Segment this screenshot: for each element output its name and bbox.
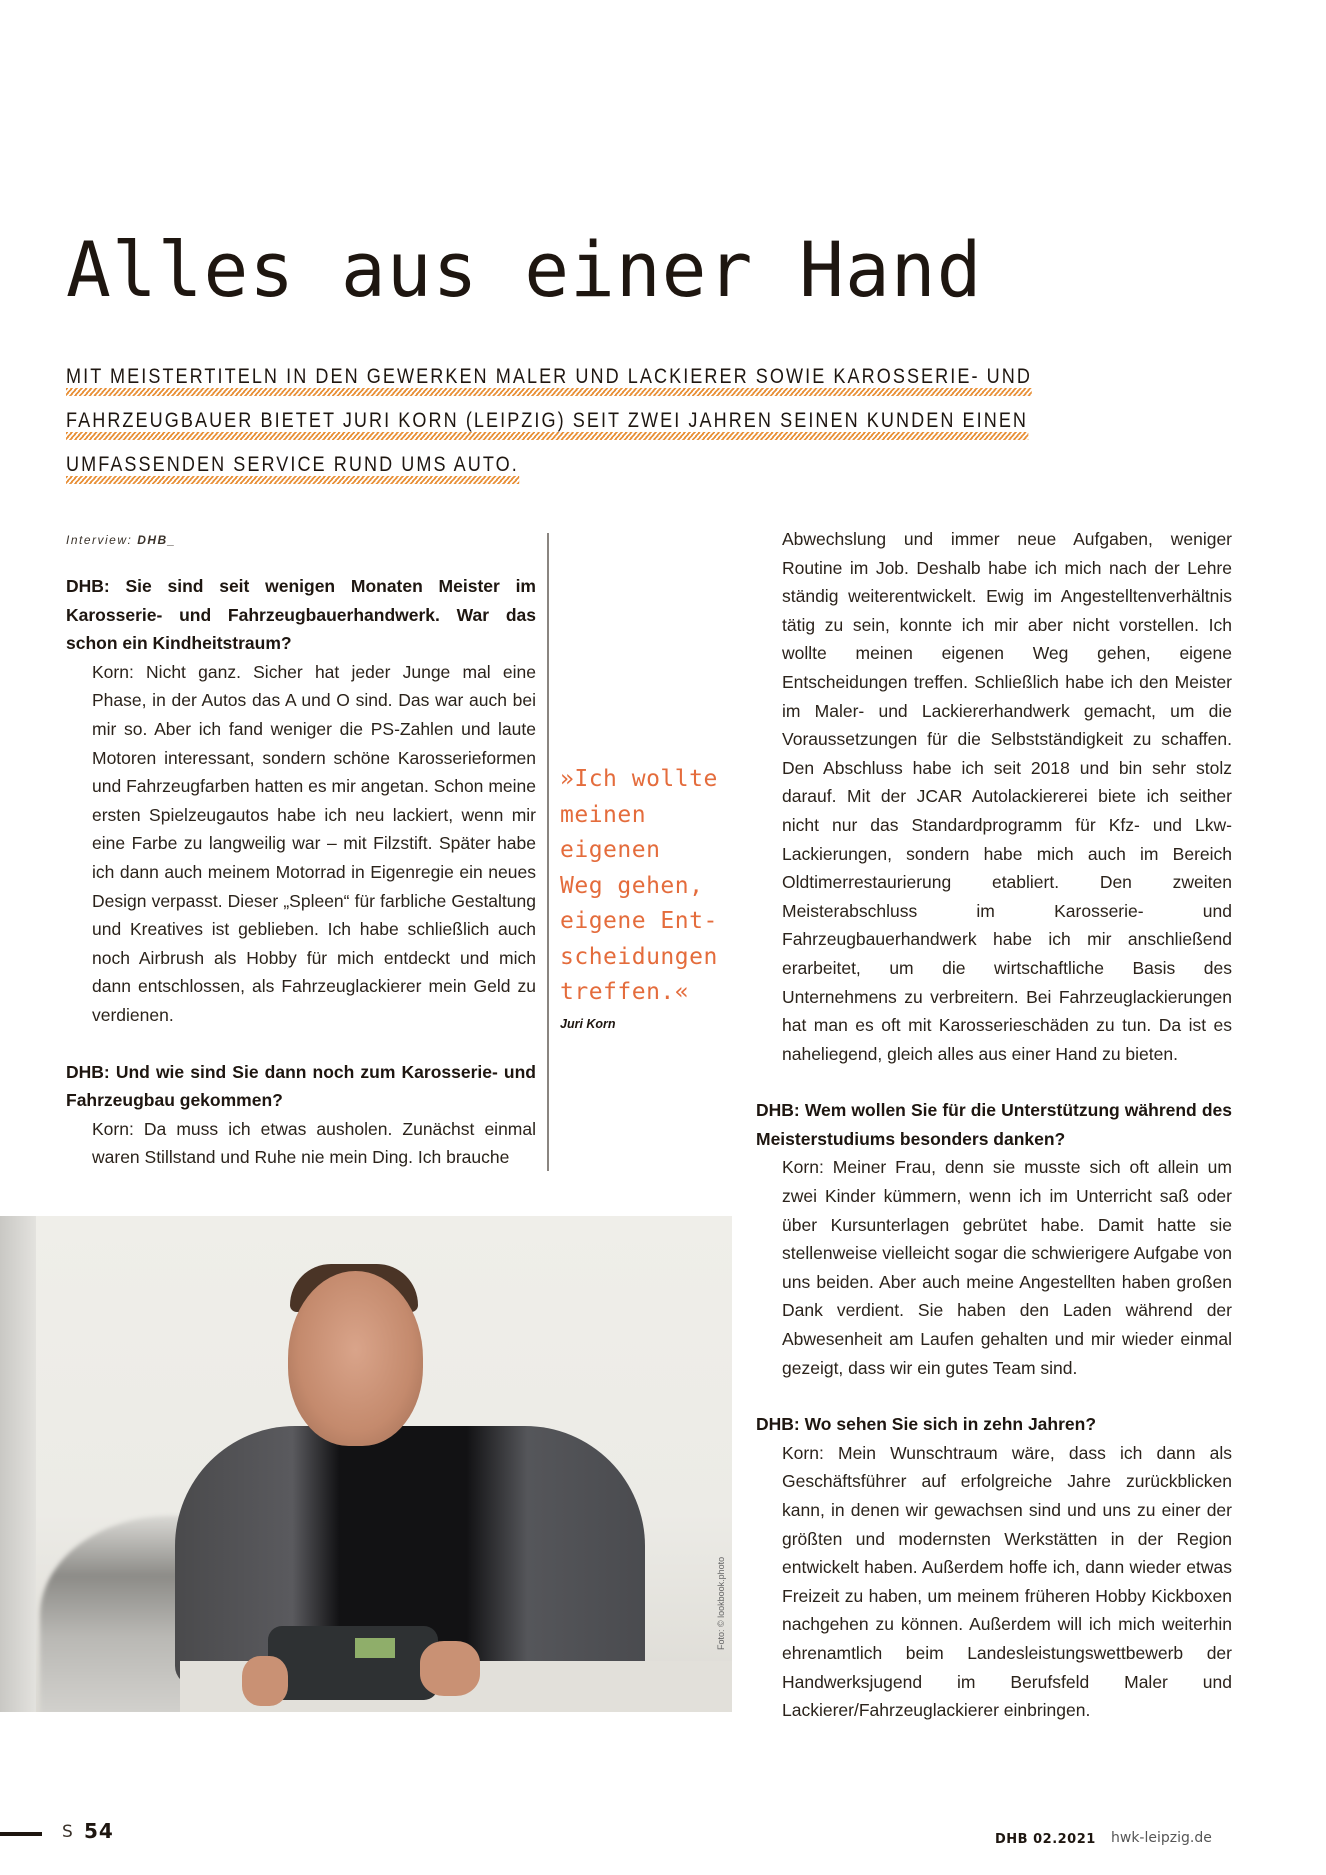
footer-rule — [0, 1832, 42, 1836]
question-3: DHB: Wem wollen Sie für die Unterstützung während des Meisterstudiums besonders danken? — [756, 1100, 1232, 1149]
answer-3: Korn: Meiner Frau, denn sie musste sich oft allein um zwei Kinder kümmern, wenn ich im Unterricht saß oder über Kursunterlagen gebrütet habe. Damit hatte sie stellenweise vielleicht sogar die schwierigere Aufgabe von uns beiden. Aber auch meine Angestellten haben großen Dank verdient. Sie haben den Laden während der Abwesenheit am Laufen gehalten und mir wieder einmal gezeigt, dass wir ein gutes Team sind. — [782, 1157, 1232, 1378]
measuring-device — [268, 1626, 438, 1700]
byline-label: Interview: — [66, 533, 138, 547]
answer-4: Korn: Mein Wunschtraum wäre, dass ich dann als Geschäftsführer auf erfolgreiche Jahre zurückblicken kann, in denen wir gewachsen sind und uns zu einer der größten und modernsten Werkstätten in der Region entwickelt haben. Außerdem hoffe ich, dann wieder etwas Freizeit zu haben, um meinem früheren Hobby Kickboxen nachgehen zu können. Außerdem will ich mich weiterhin ehrenamtlich beim Landesleistungswettbewerb der Handwerksjugend im Berufsfeld Maler und Lackierer/Fahrzeuglackierer einbringen. — [782, 1442, 1232, 1721]
pull-quote — [560, 762, 740, 1011]
lead-line: MIT MEISTERTITELN IN DEN GEWERKEN MALER UND LACKIERER SOWIE KAROSSERIE- UND — [66, 360, 1032, 404]
pull-quote-line: eigenen — [560, 837, 661, 863]
question-2: DHB: Und wie sind Sie dann noch zum Karosserie- und Fahrzeugbau gekommen? — [66, 1061, 536, 1111]
page-number: 54 — [84, 1819, 114, 1843]
answer-2-part-1: Korn: Da muss ich etwas ausholen. Zunächst einmal waren Stillstand und Ruhe nie mein Ding. Ich brauche — [92, 1118, 536, 1168]
lead-line: FAHRZEUGBAUER BIETET JURI KORN (LEIPZIG) SEIT ZWEI JAHREN SEINEN KUNDEN EINEN — [66, 404, 1028, 448]
portrait-photo — [0, 1216, 732, 1712]
answer-1: Korn: Nicht ganz. Sicher hat jeder Junge mal eine Phase, in der Autos das A und O sind. Das war auch bei mir so. Aber ich fand weniger die PS-Zahlen und laute Motoren interessant, sondern schöne Karosserieformen und Fahrzeugfarben hatten es mir angetan. Schon meine ersten Spielzeugautos habe ich neu lackiert, wenn mir eine Farbe zu langweilig war – mit Filzstift. Später habe ich dann auch meinem Motorrad in Eigenregie ein neues Design verpasst. Dieser „Spleen“ für farbliche Gestaltung und Kreatives ist geblieben. Ich habe schließlich auch noch Airbrush als Hobby für mich entdeckt und mich dann entschlossen, als Fahrzeuglackierer mein Geld zu verdienen. — [92, 661, 536, 1025]
question-1: DHB: Sie sind seit wenigen Monaten Meister im Karosserie- und Fahrzeugbauerhandwerk. War das schon ein Kindheitstraum? — [66, 576, 536, 654]
pull-quote-line: Weg gehen, — [560, 872, 704, 899]
answer-2-part-2: Abwechslung und immer neue Aufgaben, weniger Routine im Job. Deshalb habe ich mich nach der Lehre ständig weiterentwickelt. Ewig im Angestelltenverhältnis tätig zu sein, konnte ich mir aber nicht vorstellen. Ich wollte meinen eigenen Weg gehen, eigene Entscheidungen treffen. Schließlich habe ich den Meister im Maler- und Lackiererhandwerk gemacht, um die Voraussetzungen für die Selbstständigkeit zu schaffen. Den Abschluss habe ich seit 2018 und bin sehr stolz darauf. Mit der JCAR Autolackiererei biete ich seither nicht nur das Standardprogramm für Kfz- und Lkw-Lackierungen, sondern habe mich auch im Bereich Oldtimerrestaurierung etabliert. Den zweiten Meisterabschluss im Karosserie- und Fahrzeugbauerhandwerk habe ich mir anschließend erarbeitet, um die wirtschaftliche Basis des Unternehmens zu verbreitern. Bei Fahrzeuglackierungen hat man es oft mit Karosserieschäden zu tun. Da ist es naheliegend, gleich alles aus einer Hand zu bieten. — [782, 529, 1232, 1064]
article-lead — [66, 360, 1066, 492]
byline-author: DHB_ — [137, 533, 176, 547]
byline — [66, 532, 536, 548]
column-divider — [547, 533, 549, 1171]
lead-line: UMFASSENDEN SERVICE RUND UMS AUTO. — [66, 448, 519, 492]
question-4: DHB: Wo sehen Sie sich in zehn Jahren? — [756, 1414, 1097, 1435]
person-head — [288, 1271, 423, 1446]
column-right — [756, 525, 1232, 1725]
pull-quote-line: meinen — [560, 801, 647, 828]
issue-label: DHB 02.2021 — [995, 1832, 1096, 1847]
pull-quote-line: »Ich wollte — [560, 766, 718, 792]
photo-credit: Foto: © lookbook.photo — [716, 1556, 726, 1650]
article-title: Alles aus einer Hand — [66, 225, 983, 314]
pull-quote-line: eigene Ent- — [560, 908, 718, 934]
website-link[interactable]: hwk-leipzig.de — [1111, 1830, 1212, 1846]
pull-quote-author: Juri Korn — [560, 1017, 616, 1031]
pull-quote-line: treffen.« — [560, 979, 690, 1005]
column-left — [66, 532, 536, 1172]
pull-quote-line: scheidungen — [560, 943, 718, 970]
page-prefix: S — [62, 1822, 73, 1842]
